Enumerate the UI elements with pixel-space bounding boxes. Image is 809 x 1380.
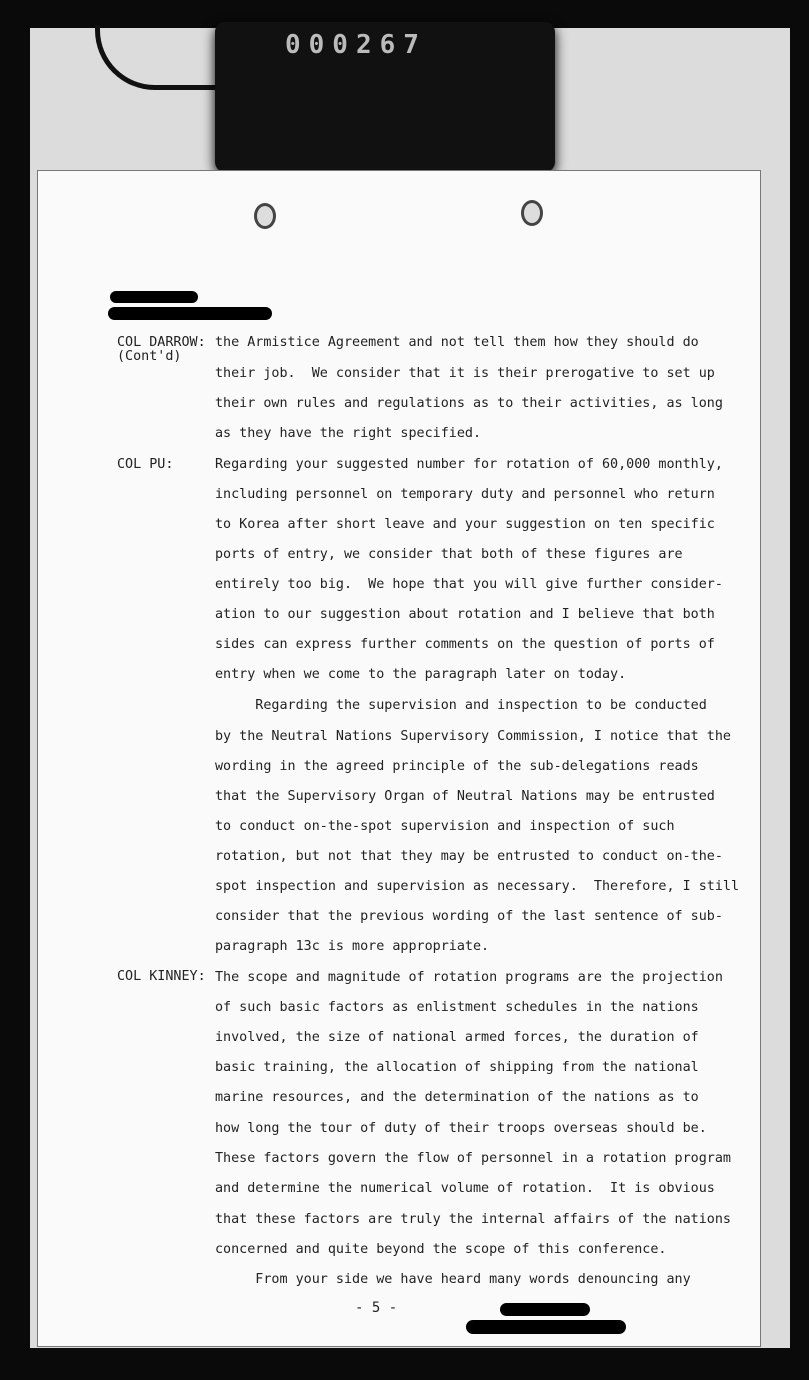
page-number: - 5 - — [355, 1300, 398, 1316]
text-line: rotation, but not that they may be entrusted to conduct on-the- — [215, 849, 723, 864]
text-line: how long the tour of duty of their troops overseas should be. — [215, 1121, 707, 1136]
text-line: marine resources, and the determination of the nations as to — [215, 1090, 699, 1105]
redaction-bar-bottom — [108, 307, 272, 320]
text-line: that the Supervisory Organ of Neutral Nations may be entrusted — [215, 789, 715, 804]
text-line: by the Neutral Nations Supervisory Commission, I notice that the — [215, 729, 731, 744]
text-line: to Korea after short leave and your suggestion on ten specific — [215, 517, 715, 532]
text-line: concerned and quite beyond the scope of this conference. — [215, 1242, 667, 1257]
text-line: consider that the previous wording of the last sentence of sub- — [215, 909, 723, 924]
text-line: sides can express further comments on the question of ports of — [215, 637, 715, 652]
text-line: that these factors are truly the internal affairs of the nations — [215, 1212, 731, 1227]
text-line: as they have the right specified. — [215, 426, 482, 441]
redaction-bar-footer-top — [500, 1303, 590, 1316]
text-line: These factors govern the flow of personnel in a rotation program — [215, 1151, 731, 1166]
text-line: entry when we come to the paragraph later on today. — [215, 667, 627, 682]
text-line: Regarding the supervision and inspection to be conducted — [215, 698, 707, 713]
text-line: involved, the size of national armed forces, the duration of — [215, 1030, 699, 1045]
speaker-label-kinney: COL KINNEY: — [117, 969, 206, 984]
text-line: spot inspection and supervision as necessary. Therefore, I still — [215, 879, 740, 894]
text-line: basic training, the allocation of shipping from the national — [215, 1060, 699, 1075]
punch-hole-left — [254, 203, 276, 229]
redaction-bar-footer-bottom — [466, 1320, 626, 1334]
speaker-label-darrow-contd: (Cont'd) — [117, 349, 182, 364]
text-line: The scope and magnitude of rotation programs are the projection — [215, 970, 723, 985]
speaker-label-darrow: COL DARROW: — [117, 335, 206, 350]
speaker-label-pu: COL PU: — [117, 457, 174, 472]
text-line: to conduct on-the-spot supervision and inspection of such — [215, 819, 675, 834]
punch-hole-right — [521, 200, 543, 226]
text-line: the Armistice Agreement and not tell them how they should do — [215, 335, 699, 350]
text-line: of such basic factors as enlistment schedules in the nations — [215, 1000, 699, 1015]
text-line: paragraph 13c is more appropriate. — [215, 939, 490, 954]
frame-counter-graphic: 000267 — [285, 30, 427, 60]
redaction-bar-top — [110, 291, 198, 303]
text-line: entirely too big. We hope that you will give further consider- — [215, 577, 723, 592]
text-line: including personnel on temporary duty and personnel who return — [215, 487, 715, 502]
text-line: their own rules and regulations as to their activities, as long — [215, 396, 723, 411]
text-line: ation to our suggestion about rotation and I believe that both — [215, 607, 715, 622]
text-line: From your side we have heard many words denouncing any — [215, 1272, 691, 1287]
text-line: Regarding your suggested number for rotation of 60,000 monthly, — [215, 457, 723, 472]
text-line: and determine the numerical volume of rotation. It is obvious — [215, 1181, 715, 1196]
text-line: ports of entry, we consider that both of these figures are — [215, 547, 683, 562]
text-line: their job. We consider that it is their prerogative to set up — [215, 366, 715, 381]
text-line: wording in the agreed principle of the sub-delegations reads — [215, 759, 699, 774]
